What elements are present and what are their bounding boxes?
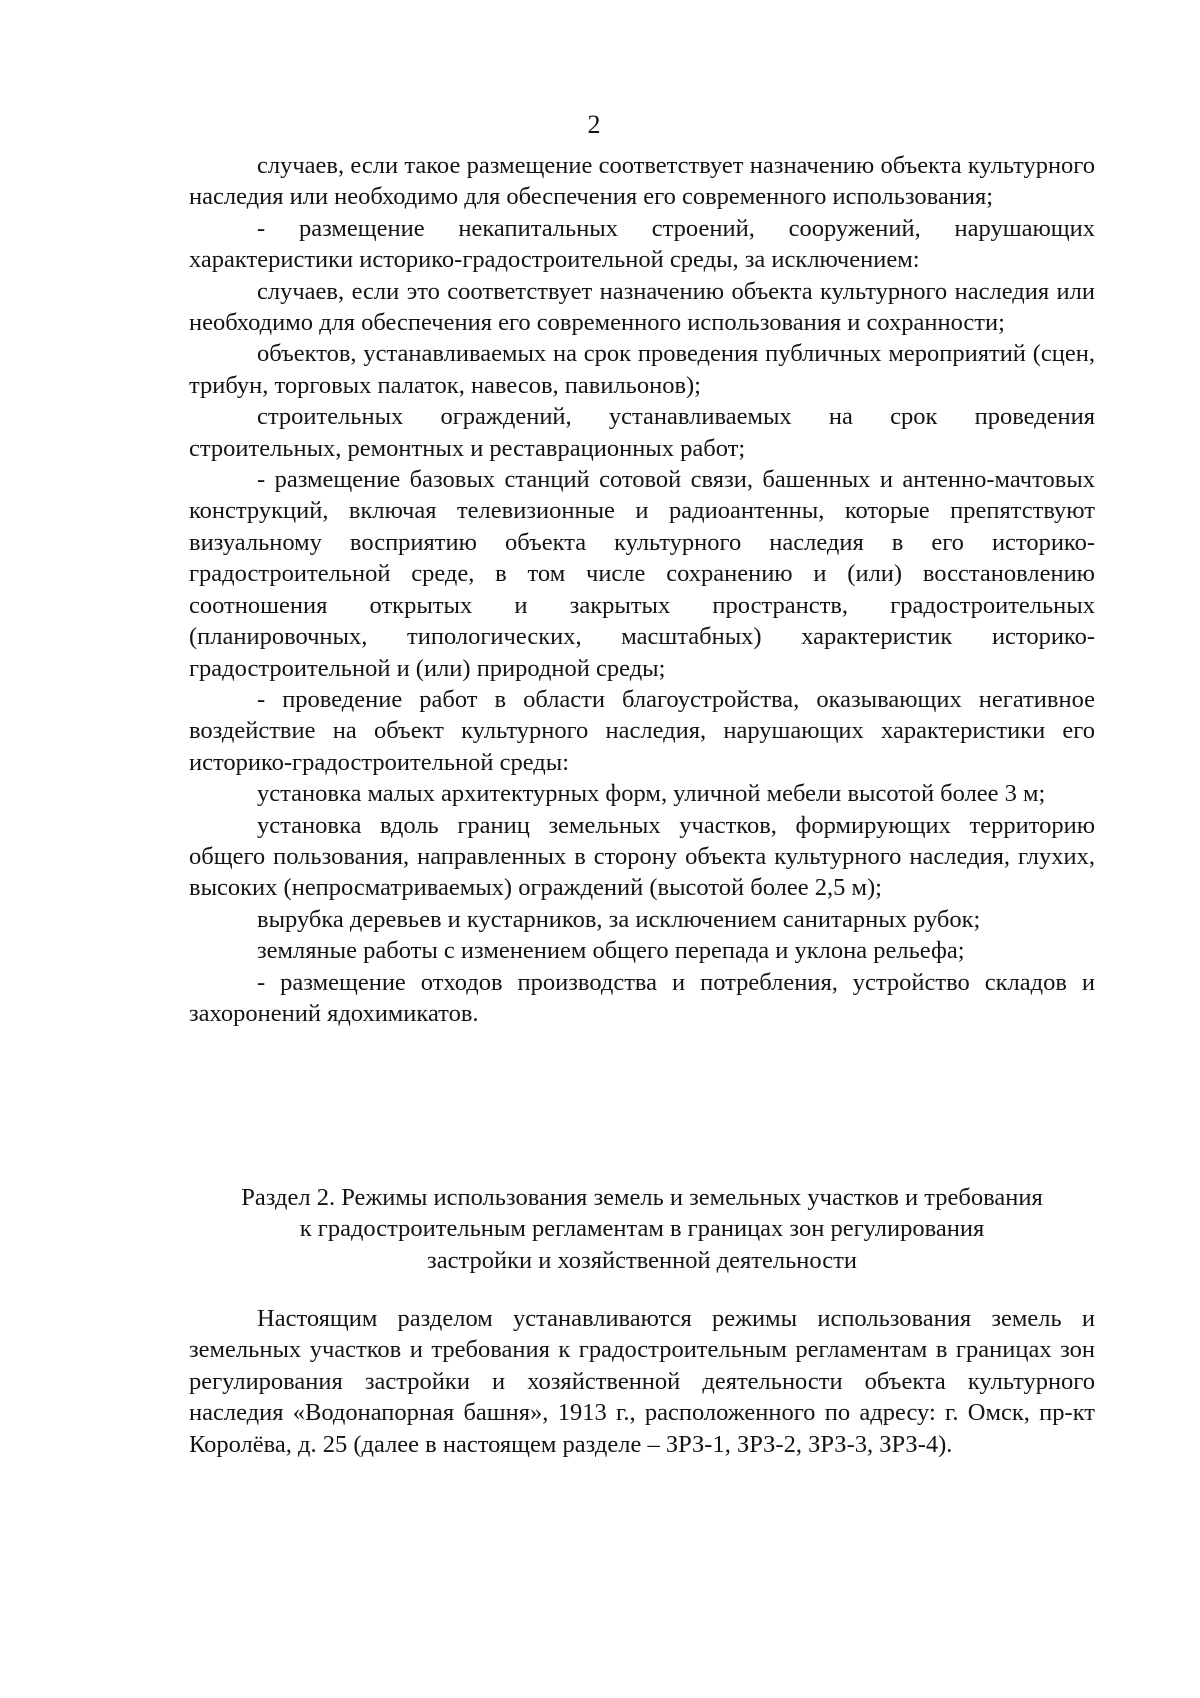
paragraph: - размещение некапитальных строений, сооружений, нарушающих характеристики историко-градостроительной среды, за исключением: <box>189 214 1095 274</box>
section-paragraph: Настоящим разделом устанавливаются режимы использования земель и земельных участков и требования к градостроительным регламентам в границах зон регулирования застройки и хозяйственной деятельности объекта культурного наследия «Водонапорная башня», 1913 г., расположенного по адресу: г. Омск, пр-кт Королёва, д. 25 (далее в настоящем разделе – ЗРЗ-1, ЗРЗ-2, ЗРЗ-3, ЗРЗ-4). <box>189 1305 1095 1458</box>
paragraph: - проведение работ в области благоустройства, оказывающих негативное воздействие на объект культурного наследия, нарушающих характеристики его историко-градостроительной среды: <box>189 685 1095 776</box>
section-heading <box>189 1182 1095 1276</box>
section-heading-line: застройки и хозяйственной деятельности <box>427 1246 857 1274</box>
body-text <box>189 150 1095 1029</box>
paragraph: земляные работы с изменением общего перепада и уклона рельефа; <box>257 937 965 965</box>
paragraph: случаев, если это соответствует назначению объекта культурного наследия или необходимо для обеспечения его современного использования и сохранности; <box>189 277 1095 337</box>
paragraph: случаев, если такое размещение соответствует назначению объекта культурного наследия или необходимо для обеспечения его современного использования; <box>189 152 1095 211</box>
section-heading-line: Раздел 2. Режимы использования земель и земельных участков и требования <box>241 1184 1043 1211</box>
paragraph: - размещение отходов производства и потребления, устройство складов и захоронений ядохимикатов. <box>189 968 1095 1027</box>
paragraph: - размещение базовых станций сотовой связи, башенных и антенно-мачтовых конструкций, включая телевизионные и радиоантенны, которые препятствуют визуальному восприятию объекта культурного наследия в его историко-градостроительной среде, в том числе сохранению и (или) восстановлению соотношения открытых и закрытых пространств, градостроительных (планировочных, типологических, масштабных) характеристик историко-градостроительной и (или) природной среды; <box>189 466 1095 682</box>
section-heading-line: к градостроительным регламентам в границах зон регулирования <box>299 1215 985 1243</box>
paragraph: установка вдоль границ земельных участков, формирующих территорию общего пользования, направленных в сторону объекта культурного наследия, глухих, высоких (непросматриваемых) ограждений (высотой более 2,5 м); <box>189 811 1095 902</box>
paragraph: строительных ограждений, устанавливаемых на срок проведения строительных, ремонтных и реставрационных работ; <box>189 403 1095 462</box>
page-number: 2 <box>587 110 601 139</box>
paragraph: установка малых архитектурных форм, уличной мебели высотой более 3 м; <box>257 780 1046 808</box>
paragraph: вырубка деревьев и кустарников, за исключением санитарных рубок; <box>257 905 981 933</box>
section-text <box>189 1303 1095 1460</box>
paragraph: объектов, устанавливаемых на срок проведения публичных мероприятий (сцен, трибун, торговых палаток, навесов, павильонов); <box>189 340 1095 399</box>
